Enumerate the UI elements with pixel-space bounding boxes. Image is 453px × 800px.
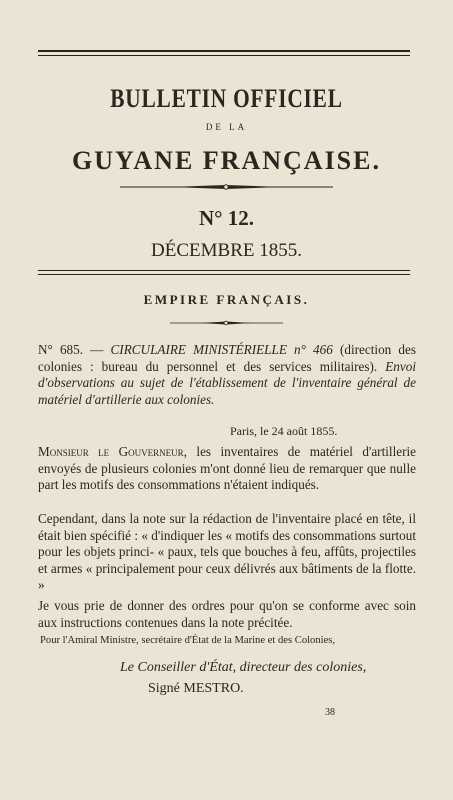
bulletin-title: BULLETIN OFFICIEL (110, 84, 343, 113)
section-rule-upper (38, 270, 410, 271)
body-paragraph-2: Cependant, dans la note sur la rédaction de l'inventaire placé en tête, il était bien spécifié : « d'indiquer les « motifs des consommations surtout pour les objets princi- « paux, tels que bouches à feu, affûts, projectiles et armes « principalement pour ceux délivrés aux bâtiments de la flotte. » (38, 511, 416, 592)
section-rule-lower (38, 274, 410, 275)
signatory-title: Le Conseiller d'État, directeur des colonies, (120, 660, 367, 675)
signature-for-line: Pour l'Amiral Ministre, secrétaire d'État de la Marine et des Colonies, (40, 635, 336, 646)
top-thin-rule (38, 55, 410, 56)
title-ornament-rule (0, 182, 453, 192)
paragraph-1-text: , les inventaires de matériel d'artillerie envoyés de plusieurs colonies m'ont donné lieu de remarquer que nulle part les motifs des consommations n'étaient indiqués. (38, 444, 416, 492)
circular-description: (direction des colonies : bureau du personnel et des services militaires). (38, 342, 416, 374)
page-number: 38 (325, 707, 335, 718)
issue-number: N° 12. (198, 206, 255, 230)
section-ornament-rule (0, 318, 453, 328)
circular-title: CIRCULAIRE MINISTÉRIELLE n° 466 (110, 342, 333, 357)
salutation: Monsieur le Gouverneur (38, 444, 184, 459)
issue-date: DÉCEMBRE 1855. (151, 240, 302, 261)
signed-name: Signé MESTRO. (148, 681, 244, 696)
body-paragraph-1 (38, 444, 416, 494)
section-heading: EMPIRE FRANÇAIS. (143, 292, 310, 307)
place-date: Paris, le 24 août 1855. (230, 424, 338, 438)
circular-number: N° 685. — (38, 342, 111, 357)
colony-title: GUYANE FRANÇAISE. (72, 146, 381, 175)
title-connector: DE LA (205, 122, 248, 132)
circular-heading (38, 342, 416, 408)
top-thick-rule (38, 50, 410, 52)
body-paragraph-3: Je vous prie de donner des ordres pour qu'on se conforme avec soin aux instructions contenues dans la note précitée. (38, 598, 416, 630)
circular-subject: Envoi d'observations au sujet de l'établissement de l'inventaire général de matériel d'artillerie aux colonies. (38, 358, 416, 407)
